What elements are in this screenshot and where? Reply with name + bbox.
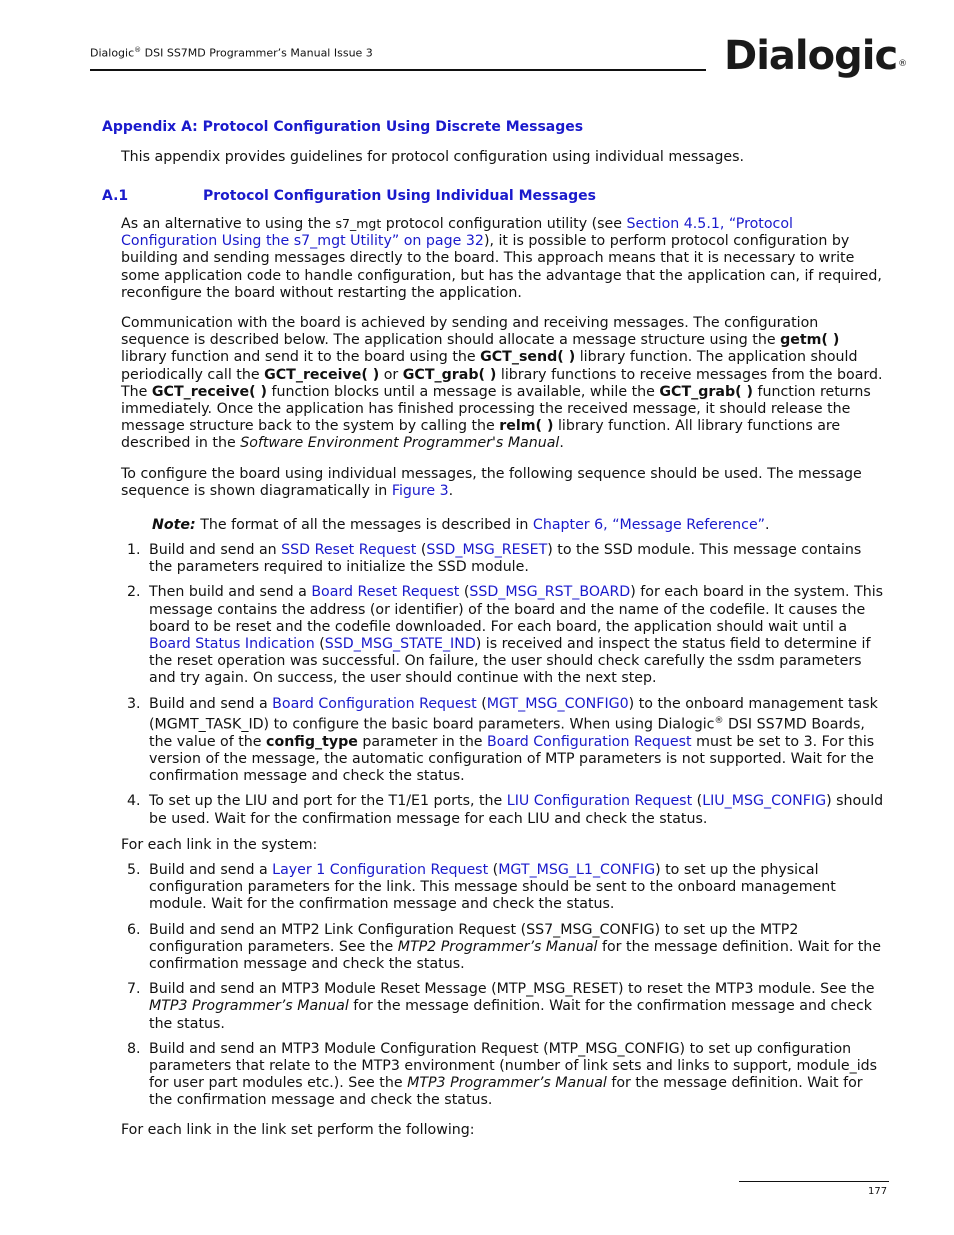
board-configuration-request-link[interactable]: Board Configuration Request: [487, 733, 692, 750]
chapter-6-link[interactable]: Chapter 6, “Message Reference”: [532, 517, 766, 533]
list-item: 7. Build and send an MTP3 Module Reset Message (MTP_MSG_RESET) to reset the MTP3 module. See the MTP3 Programmer’s Manual for the message definition. Wait for the confirmation message and check the status.: [127, 981, 875, 1032]
ssd-msg-reset-link[interactable]: SSD_MSG_RESET: [426, 542, 548, 558]
appendix-heading: Appendix A: Protocol Configuration Using Discrete Messages: [102, 119, 584, 135]
list-item: 4. To set up the LIU and port for the T1/E1 ports, the LIU Configuration Request (LIU_MSG_CONFIG) should be used. Wait for the confirmation message for each LIU and check the status.: [127, 793, 884, 827]
liu-configuration-request-link[interactable]: LIU Configuration Request: [506, 793, 693, 810]
list-item: 3. Build and send a Board Configuration Request (MGT_MSG_CONFIG0) to the onboard management task (MGMT_TASK_ID) to configure the basic board parameters. When using Dialogic® DSI SS7MD Boards, the value of the config_type parameter in the Board Configuration Request must be set to 3. For this version of the message, the automatic configuration of MTP parameters is not supported. Wait for the confirmation message and check the status.: [127, 695, 878, 785]
paragraph-alternative: As an alternative to using the s7_mgt protocol configuration utility (see Section 4.5.1, “Protocol Configuration Using the s7_mgt Utility” on page 32), it is possible to perform protocol configuration by building and sending messages directly to the board. This approach means that it is necessary to write some application code to handle configuration, but has the advantage that the application can, if required, reconfigure the board without restarting the application.: [121, 216, 882, 301]
figure-3-link[interactable]: Figure 3: [391, 483, 449, 500]
header-rule: [90, 69, 706, 71]
board-configuration-request-link[interactable]: Board Configuration Request: [272, 695, 477, 712]
for-each-linkset-text: For each link in the link set perform the following:: [121, 1122, 475, 1138]
section-heading: A.1 Protocol Configuration Using Individual Messages: [102, 188, 596, 204]
list-item: 2. Then build and send a Board Reset Request (SSD_MSG_RST_BOARD) for each board in the system. This message contains the address (or identifier) of the board and the name of the codefile. It causes the board to be reset and the codefile downloaded. For each board, the application should wait until a Board Status Indication (SSD_MSG_STATE_IND) is received and inspect the status field to determine if the reset operation was successful. On failure, the user should check carefully the ssdm parameters and try again. On success, the user should continue with the next step.: [127, 584, 884, 687]
note: Note: The format of all the messages is described in Chapter 6, “Message Reference”.: [152, 517, 770, 533]
board-status-indication-link[interactable]: Board Status Indication: [149, 636, 315, 653]
dialogic-logo: Dialogic®: [724, 33, 907, 79]
ssd-msg-rst-board-link[interactable]: SSD_MSG_RST_BOARD: [469, 584, 631, 601]
paragraph-sequence: To configure the board using individual messages, the following sequence should be used. The message sequence is shown diagramatically in Figure 3.: [121, 466, 862, 500]
ssd-msg-state-ind-link[interactable]: SSD_MSG_STATE_IND: [324, 636, 476, 653]
mgt-msg-l1-config-link[interactable]: MGT_MSG_L1_CONFIG: [498, 862, 656, 878]
footer-rule: [739, 1181, 889, 1182]
for-each-link-text: For each link in the system:: [121, 837, 318, 853]
list-item: 6. Build and send an MTP2 Link Configuration Request (SS7_MSG_CONFIG) to set up the MTP2 configuration parameters. See the MTP2 Programmer’s Manual for the message definition. Wait for the confirmation message and check the status.: [127, 921, 882, 973]
page-number: 177: [868, 1186, 888, 1197]
intro-paragraph: This appendix provides guidelines for protocol configuration using individual messages.: [121, 149, 745, 165]
list-item: 1. Build and send an SSD Reset Request (SSD_MSG_RESET) to the SSD module. This message contains the parameters required to initialize the SSD module.: [127, 542, 862, 576]
running-header: Dialogic® DSI SS7MD Programmer’s Manual Issue 3: [90, 46, 373, 60]
liu-msg-config-link[interactable]: LIU_MSG_CONFIG: [702, 793, 827, 810]
steps-list: [121, 542, 885, 828]
layer1-configuration-request-link[interactable]: Layer 1 Configuration Request: [272, 862, 489, 878]
section-4-5-1-link[interactable]: Section 4.5.1, “Protocol Configuration Using the s7_mgt Utility” on page 32: [121, 216, 793, 250]
list-item: 8. Build and send an MTP3 Module Configuration Request (MTP_MSG_CONFIG) to set up configuration parameters that relate to the MTP3 environment (number of link sets and links to support, module_ids for user part modules etc.). See the MTP3 Programmer’s Manual for the message definition. Wait for the confirmation message and check the status.: [127, 1040, 878, 1109]
paragraph-communication: Communication with the board is achieved by sending and receiving messages. The configuration sequence is described below. The application should allocate a message structure using the getm( ) library function and send it to the board using the GCT_send( ) library function. The application should periodically call the GCT_receive( ) or GCT_grab( ) library functions to receive messages from the board. The GCT_receive( ) function blocks until a message is available, while the GCT_grab( ) function returns immediately. Once the application has finished processing the received message, it should release the message structure back to the system by calling the relm( ) library function. All library functions are described in the Software Environment Programmer's Manual.: [121, 315, 883, 452]
steps-list-2: [121, 862, 885, 1110]
board-reset-request-link[interactable]: Board Reset Request: [311, 584, 460, 601]
list-item: 5. Build and send a Layer 1 Configuration Request (MGT_MSG_L1_CONFIG) to set up the physical configuration parameters for the link. This message should be sent to the onboard management module. Wait for the confirmation message and check the status.: [127, 862, 836, 913]
ssd-reset-request-link[interactable]: SSD Reset Request: [281, 542, 417, 558]
mgt-msg-config0-link[interactable]: MGT_MSG_CONFIG0: [486, 695, 629, 712]
